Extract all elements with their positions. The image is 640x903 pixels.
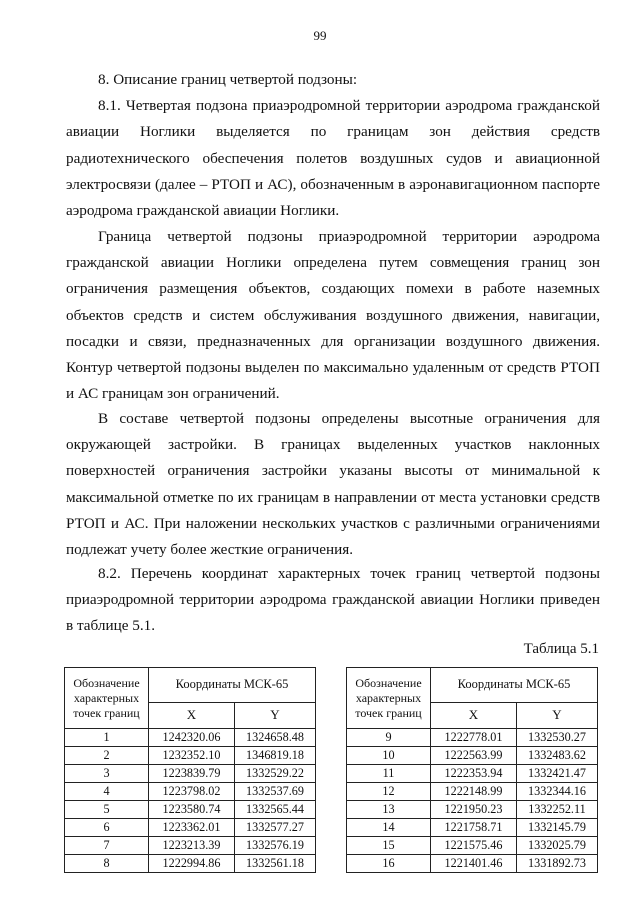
header-y: Y xyxy=(517,702,598,728)
table-row xyxy=(65,837,316,855)
point-cell: 10 xyxy=(347,747,431,765)
point-cell: 1 xyxy=(65,729,149,747)
y-cell: 1332421.47 xyxy=(517,765,598,783)
point-cell: 9 xyxy=(347,729,431,747)
y-cell: 1332576.19 xyxy=(235,837,316,855)
x-cell: 1223362.01 xyxy=(149,819,235,837)
table-row xyxy=(65,819,316,837)
text-section-3 xyxy=(66,406,600,563)
header-coordinates: Координаты МСК-65 xyxy=(149,668,316,703)
paragraph-height-limits: В составе четвертой подзоны определены высотные ограничения для окружающей застройки. В границах выделенных участков наклонных поверхностей ограничения застройки указаны высоты от минимальной к максимальной отметке по их границам в направлении от места установки средств РТОП и АС. При наложении нескольких участков с различными ограничениями подлежат учету более жесткие ограничения. xyxy=(66,410,600,559)
point-cell: 11 xyxy=(347,765,431,783)
table-row xyxy=(65,783,316,801)
y-cell: 1332344.16 xyxy=(517,783,598,801)
table-caption: Таблица 5.1 xyxy=(523,641,599,657)
text-section-1 xyxy=(66,67,600,224)
table-row xyxy=(347,747,598,765)
table-row xyxy=(347,783,598,801)
y-cell: 1332529.22 xyxy=(235,765,316,783)
x-cell: 1221950.23 xyxy=(431,801,517,819)
point-cell: 3 xyxy=(65,765,149,783)
header-coordinates: Координаты МСК-65 xyxy=(431,668,598,703)
y-cell: 1332530.27 xyxy=(517,729,598,747)
table-row xyxy=(65,729,316,747)
point-cell: 4 xyxy=(65,783,149,801)
y-cell: 1332537.69 xyxy=(235,783,316,801)
text-section-2 xyxy=(66,224,600,407)
x-cell: 1222778.01 xyxy=(431,729,517,747)
point-cell: 12 xyxy=(347,783,431,801)
point-cell: 15 xyxy=(347,837,431,855)
x-cell: 1222148.99 xyxy=(431,783,517,801)
point-cell: 6 xyxy=(65,819,149,837)
point-cell: 13 xyxy=(347,801,431,819)
table-row xyxy=(347,819,598,837)
table-row xyxy=(347,729,598,747)
table-row xyxy=(65,747,316,765)
page-number: 99 xyxy=(313,28,327,43)
table-row xyxy=(65,765,316,783)
point-cell: 8 xyxy=(65,855,149,873)
y-cell: 1332561.18 xyxy=(235,855,316,873)
x-cell: 1222563.99 xyxy=(431,747,517,765)
coordinates-table-right xyxy=(346,667,598,873)
point-cell: 5 xyxy=(65,801,149,819)
y-cell: 1332145.79 xyxy=(517,819,598,837)
y-cell: 1331892.73 xyxy=(517,855,598,873)
point-cell: 7 xyxy=(65,837,149,855)
x-cell: 1222994.86 xyxy=(149,855,235,873)
point-cell: 14 xyxy=(347,819,431,837)
table-row xyxy=(347,837,598,855)
header-x: X xyxy=(149,702,235,728)
y-cell: 1332565.44 xyxy=(235,801,316,819)
x-cell: 1223580.74 xyxy=(149,801,235,819)
point-cell: 16 xyxy=(347,855,431,873)
table-row xyxy=(347,765,598,783)
y-cell: 1332483.62 xyxy=(517,747,598,765)
table-row xyxy=(347,801,598,819)
paragraph-8-1: 8.1. Четвертая подзона приаэродромной территории аэродрома гражданской авиации Ноглики выделяется по границам зон действия средств радиотехнического обеспечения полетов воздушных судов и авиационной электросвязи (далее – РТОП и АС), обозначенным в аэронавигационном паспорте аэродрома гражданской авиации Ноглики. xyxy=(66,97,600,220)
paragraph-8-2: 8.2. Перечень координат характерных точек границ четвертой подзоны приаэродромной территории аэродрома гражданской авиации Ноглики приведен в таблице 5.1. xyxy=(66,565,600,635)
text-section-4 xyxy=(66,561,600,640)
x-cell: 1221758.71 xyxy=(431,819,517,837)
header-x: X xyxy=(431,702,517,728)
table-row xyxy=(347,855,598,873)
x-cell: 1242320.06 xyxy=(149,729,235,747)
header-point: Обозначение характерных точек границ xyxy=(347,668,431,729)
x-cell: 1223213.39 xyxy=(149,837,235,855)
y-cell: 1332025.79 xyxy=(517,837,598,855)
coordinates-table-left xyxy=(64,667,316,873)
y-cell: 1324658.48 xyxy=(235,729,316,747)
point-cell: 2 xyxy=(65,747,149,765)
x-cell: 1232352.10 xyxy=(149,747,235,765)
x-cell: 1221575.46 xyxy=(431,837,517,855)
table-row xyxy=(65,855,316,873)
y-cell: 1332252.11 xyxy=(517,801,598,819)
table-row xyxy=(65,801,316,819)
header-y: Y xyxy=(235,702,316,728)
x-cell: 1222353.94 xyxy=(431,765,517,783)
paragraph-boundary: Граница четвертой подзоны приаэродромной территории аэродрома гражданской авиации Ноглики определена путем совмещения границ зон ограничения размещения объектов, создающих помехи в работе наземных объектов средств и систем обслуживания воздушного движения, навигации, посадки и связи, предназначенных для организации воздушного движения. Контур четвертой подзоны выделен по максимально удаленным от средств РТОП и АС границам зон ограничений. xyxy=(66,228,600,403)
x-cell: 1223839.79 xyxy=(149,765,235,783)
x-cell: 1221401.46 xyxy=(431,855,517,873)
header-point: Обозначение характерных точек границ xyxy=(65,668,149,729)
section-heading: 8. Описание границ четвертой подзоны: xyxy=(98,71,358,88)
y-cell: 1332577.27 xyxy=(235,819,316,837)
y-cell: 1346819.18 xyxy=(235,747,316,765)
x-cell: 1223798.02 xyxy=(149,783,235,801)
